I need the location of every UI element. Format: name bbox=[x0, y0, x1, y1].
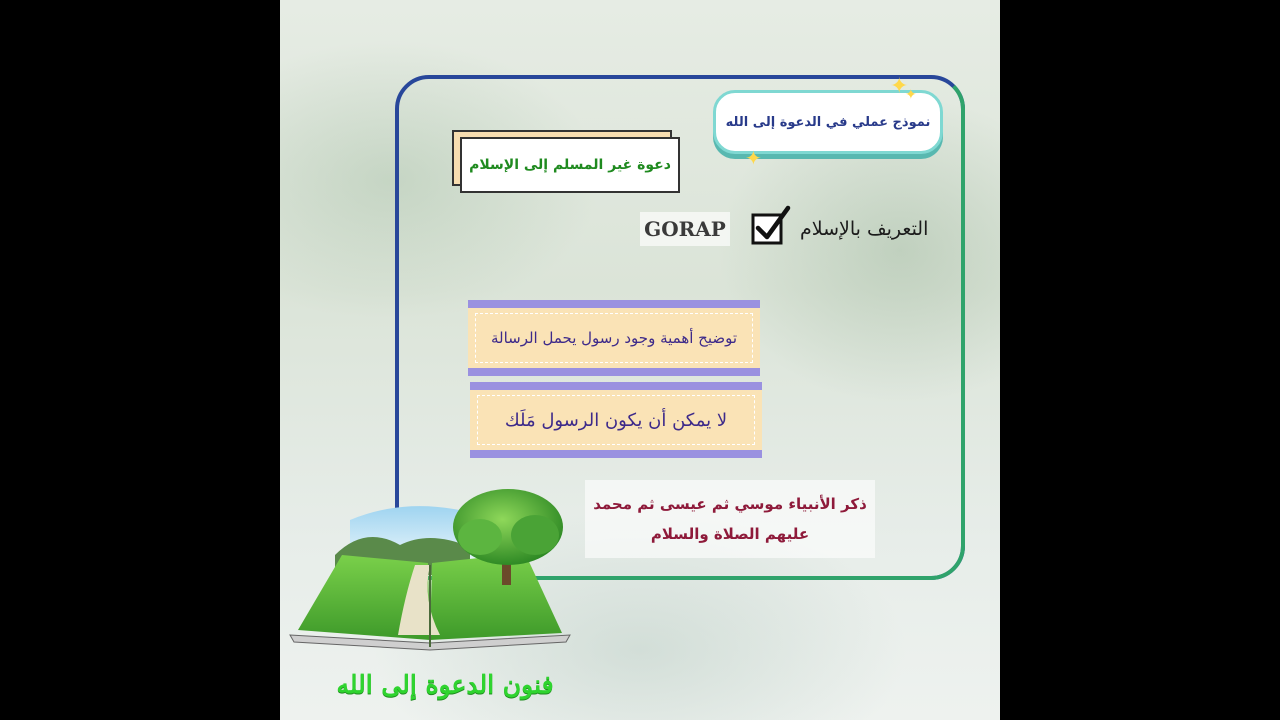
prophets-note-line1: ذكر الأنبياء موسي ثم عيسى ثم محمد bbox=[593, 495, 867, 513]
sparkle-icon: ✦ bbox=[890, 74, 909, 99]
sparkle-icon: ✦ bbox=[745, 146, 762, 170]
prophets-note-line2: عليهم الصلاة والسلام bbox=[650, 525, 810, 543]
point-band-2 bbox=[470, 382, 762, 458]
point-band-2-label: لا يمكن أن يكون الرسول مَلَك bbox=[504, 409, 728, 431]
checklist-label bbox=[800, 212, 940, 246]
point-band-1-inner bbox=[475, 313, 753, 363]
topic-badge-label: نموذج عملي في الدعوة إلى الله bbox=[725, 114, 931, 130]
brand-label: GORAP bbox=[644, 217, 726, 241]
point-band-1-label: توضيح أهمية وجود رسول يحمل الرسالة bbox=[490, 329, 738, 347]
point-band-1 bbox=[468, 300, 760, 376]
open-book-tree-illustration bbox=[280, 485, 580, 655]
prophets-note bbox=[585, 480, 875, 558]
checkbox-checked-icon bbox=[750, 205, 792, 247]
lesson-card-label: دعوة غير المسلم إلى الإسلام bbox=[469, 157, 671, 173]
footer-title-text: فنون الدعوة إلى الله bbox=[336, 669, 554, 699]
point-band-2-inner bbox=[477, 395, 755, 445]
sparkle-icon: ✦ bbox=[905, 87, 917, 103]
checklist-label-text: التعريف بالإسلام bbox=[800, 218, 929, 240]
brand-watermark bbox=[640, 212, 730, 246]
slide bbox=[280, 0, 1000, 720]
footer-title bbox=[300, 660, 590, 708]
lesson-card bbox=[460, 137, 680, 193]
